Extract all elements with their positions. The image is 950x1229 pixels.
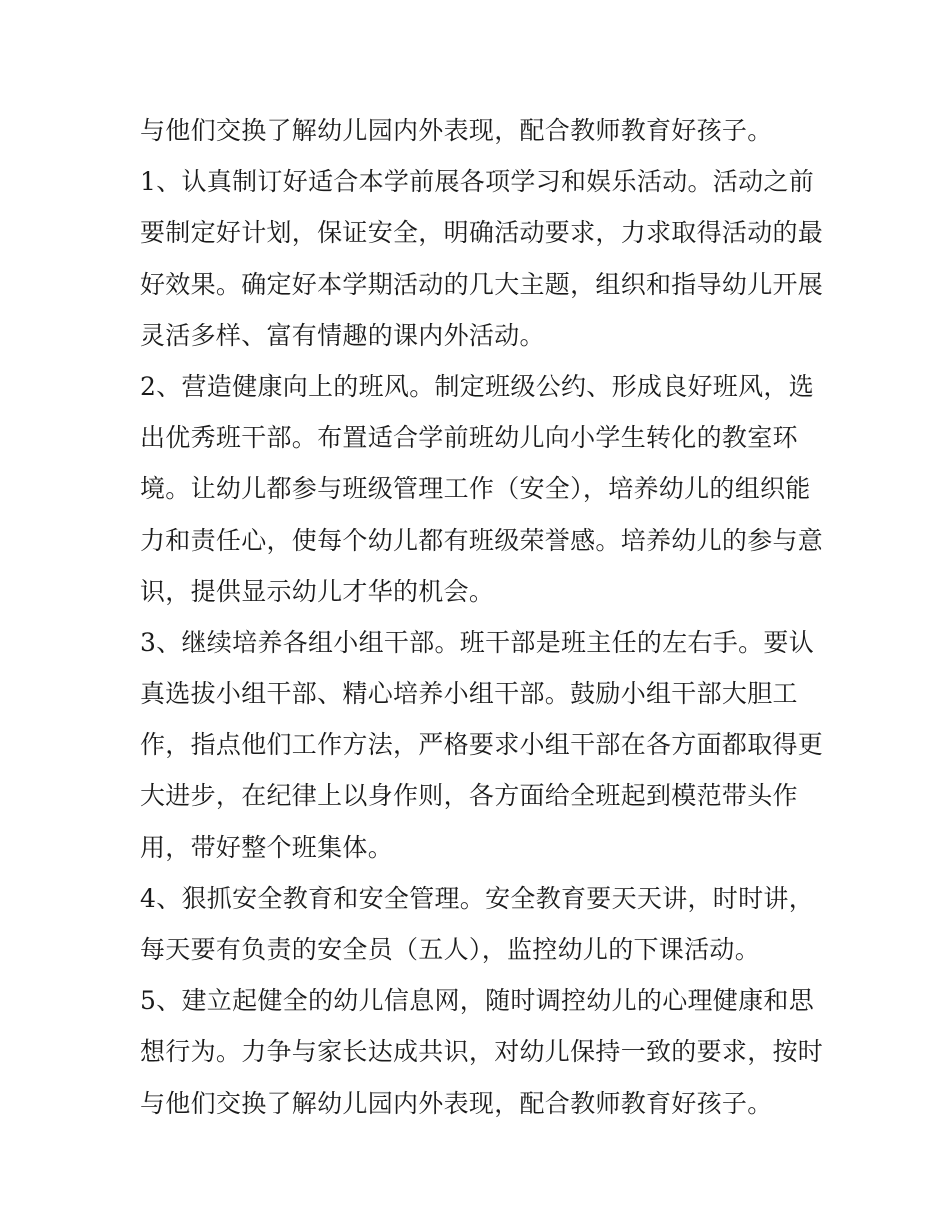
text-line: 4、狠抓安全教育和安全管理。安全教育要天天讲，时时讲， xyxy=(140,883,815,913)
text-line: 力和责任心，使每个幼儿都有班级荣誉感。培养幼儿的参与意 xyxy=(140,525,824,555)
text-line: 与他们交换了解幼儿园内外表现，配合教师教育好孩子。 xyxy=(140,116,773,145)
text-line: 2、营造健康向上的班风。制定班级公约、形成良好班风，选 xyxy=(140,371,815,401)
text-line: 大进步，在纪律上以身作则，各方面给全班起到模范带头作 xyxy=(140,781,798,811)
text-line: 要制定好计划，保证安全，明确活动要求，力求取得活动的最 xyxy=(140,218,824,248)
text-line: 3、继续培养各组小组干部。班干部是班主任的左右手。要认 xyxy=(140,627,815,657)
text-line: 与他们交换了解幼儿园内外表现，配合教师教育好孩子。 xyxy=(140,1088,773,1118)
text-line: 境。让幼儿都参与班级管理工作（安全），培养幼儿的组织能 xyxy=(140,474,811,504)
text-line: 作，指点他们工作方法，严格要求小组干部在各方面都取得更 xyxy=(140,730,824,760)
text-line: 灵活多样、富有情趣的课内外活动。 xyxy=(140,320,545,350)
text-line: 用，带好整个班集体。 xyxy=(140,832,394,862)
document-body xyxy=(140,105,824,1129)
text-line: 出优秀班干部。布置适合学前班幼儿向小学生转化的教室环 xyxy=(140,423,798,453)
text-line: 好效果。确定好本学期活动的几大主题，组织和指导幼儿开展 xyxy=(140,269,824,299)
text-line: 识，提供显示幼儿才华的机会。 xyxy=(140,576,495,606)
text-line: 5、建立起健全的幼儿信息网，随时调控幼儿的心理健康和思 xyxy=(140,986,815,1016)
text-line: 真选拔小组干部、精心培养小组干部。鼓励小组干部大胆工 xyxy=(140,679,798,709)
text-line: 想行为。力争与家长达成共识，对幼儿保持一致的要求，按时 xyxy=(140,1037,824,1067)
text-line: 每天要有负责的安全员（五人），监控幼儿的下课活动。 xyxy=(140,935,761,964)
text-line: 1、认真制订好适合本学前展各项学习和娱乐活动。活动之前 xyxy=(140,167,815,197)
